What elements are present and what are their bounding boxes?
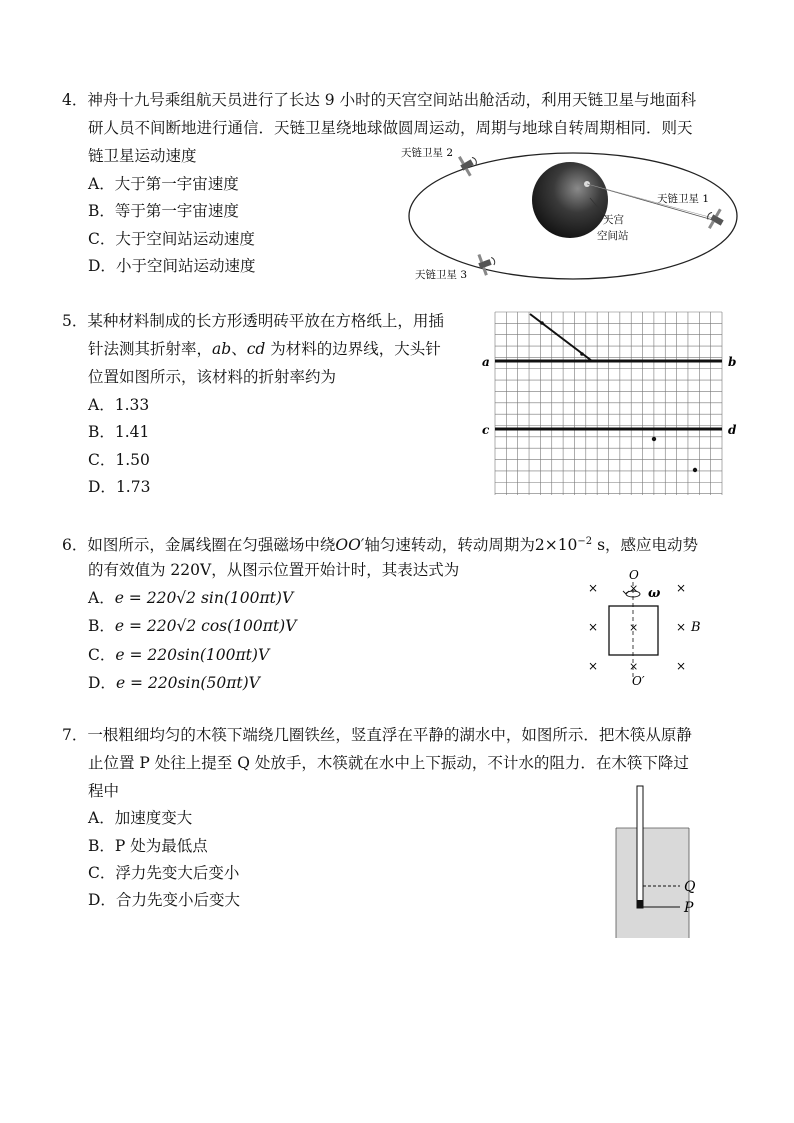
q5-text-1: 某种材料制成的长方形透明砖平放在方格纸上，用插 <box>87 312 444 330</box>
q7-text-3: 程中 <box>88 782 120 800</box>
label-b: b <box>728 355 737 369</box>
label-a: a <box>482 355 490 369</box>
q4-option-b[interactable]: B．等于第一宇宙速度 <box>88 202 239 220</box>
q4-text-1: 神舟十九号乘组航天员进行了长达 9 小时的天宫空间站出舱活动，利用天链卫星与地面科 <box>87 91 697 109</box>
q7-option-d[interactable]: D．合力先变小后变大 <box>88 891 240 909</box>
pin-4 <box>693 468 697 472</box>
q4-line-1 <box>62 90 696 110</box>
field-cross-axis-bottom: × <box>629 660 639 673</box>
q6-option-a[interactable]: A．e = 220√2 sin(100πt)V <box>88 589 294 607</box>
q7-text-2: 止位置 P 处往上提至 Q 处放手，木筷就在水中上下振动，不计水的阻力．在木筷下降过 <box>88 754 689 772</box>
q5-grid-figure <box>478 308 740 500</box>
label-O: O <box>629 568 639 582</box>
period-value: 2×10 <box>534 536 578 555</box>
q7-text-1: 一根粗细均匀的木筷下端绕几圈铁丝，竖直浮在平静的湖水中，如图所示．把木筷从原静 <box>87 726 692 744</box>
q6-option-b[interactable]: B．e = 220√2 cos(100πt)V <box>88 617 297 635</box>
q6-number: 6． <box>62 536 88 555</box>
q4-option-a[interactable]: A．大于第一宇宙速度 <box>88 175 239 193</box>
q6-option-d[interactable]: D．e = 220sin(50πt)V <box>88 674 260 692</box>
q7-number: 7． <box>62 726 88 744</box>
q4-number: 4． <box>62 91 88 109</box>
field-cross-6: × <box>676 659 687 673</box>
var-cd: cd <box>246 340 266 358</box>
q4-orbit-figure <box>395 140 750 290</box>
q7-option-c[interactable]: C．浮力先变大后变小 <box>88 864 240 882</box>
period-exponent: −2 <box>577 536 593 547</box>
q6-coil-figure <box>580 568 720 688</box>
q7-chopstick-figure <box>610 782 720 942</box>
iron-wire-coil <box>637 900 643 908</box>
field-cross-4: × <box>676 620 687 634</box>
label-sat-1: 天链卫星 1 <box>657 193 710 205</box>
field-cross-2: × <box>676 581 687 595</box>
q6-text-2: 的有效值为 220V，从图示位置开始计时，其表达式为 <box>88 561 460 579</box>
wooden-chopstick <box>637 786 643 908</box>
q5-text-3: 位置如图所示，该材料的折射率约为 <box>88 368 337 386</box>
pin-3 <box>652 437 656 441</box>
earth-icon <box>532 162 608 238</box>
q5-line-2: 针法测其折射率，ab、cd 为材料的边界线，大头针 <box>88 340 441 358</box>
label-c: c <box>482 423 490 437</box>
q6-line-1: 6．如图所示，金属线圈在匀强磁场中绕OO′轴匀速转动，转动周期为$2\times 10^{-2}$ s，感应电动势 <box>62 536 699 555</box>
q7-line-1 <box>62 725 692 745</box>
label-station-1: 天宫 <box>603 214 624 226</box>
label-O-prime: O′ <box>632 674 645 688</box>
label-sat-3: 天链卫星 3 <box>415 269 468 281</box>
label-station-2: 空间站 <box>597 230 629 242</box>
q5-line-1 <box>62 311 444 331</box>
field-cross-5: × <box>588 659 599 673</box>
q4-text-2: 研人员不间断地进行通信．天链卫星绕地球做圆周运动，周期与地球自转周期相同．则天 <box>88 119 693 137</box>
pin-1 <box>540 321 544 325</box>
label-B: B <box>691 620 701 635</box>
field-cross-center: × <box>629 621 639 634</box>
label-sat-2: 天链卫星 2 <box>401 147 454 159</box>
label-d: d <box>728 423 737 437</box>
label-P: P <box>684 900 694 916</box>
var-ab: ab <box>212 340 232 358</box>
label-omega: ω <box>648 586 661 601</box>
q5-option-c[interactable]: C．1.50 <box>88 451 150 469</box>
q6-option-c[interactable]: C．e = 220sin(100πt)V <box>88 646 270 664</box>
grid-paper <box>495 312 722 495</box>
field-cross-axis-top: × <box>629 582 639 595</box>
q7-option-a[interactable]: A．加速度变大 <box>88 809 193 827</box>
q5-option-d[interactable]: D．1.73 <box>88 478 151 496</box>
axis-label: OO′ <box>335 536 365 555</box>
q4-text-3: 链卫星运动速度 <box>88 147 197 165</box>
field-cross-3: × <box>588 620 599 634</box>
satellite-3-icon <box>476 250 499 276</box>
q7-option-b[interactable]: B．P 处为最低点 <box>88 837 208 855</box>
q4-option-d[interactable]: D．小于空间站运动速度 <box>88 257 256 275</box>
q4-option-c[interactable]: C．大于空间站运动速度 <box>88 230 255 248</box>
lake-water <box>616 828 689 938</box>
pin-2 <box>580 352 584 356</box>
q5-option-a[interactable]: A．1.33 <box>88 396 150 414</box>
satellite-2-icon <box>456 150 481 177</box>
q5-number: 5． <box>62 312 88 330</box>
q5-option-b[interactable]: B．1.41 <box>88 423 150 441</box>
label-Q: Q <box>684 879 696 895</box>
satellite-1-icon <box>703 205 728 232</box>
field-cross-1: × <box>588 581 599 595</box>
